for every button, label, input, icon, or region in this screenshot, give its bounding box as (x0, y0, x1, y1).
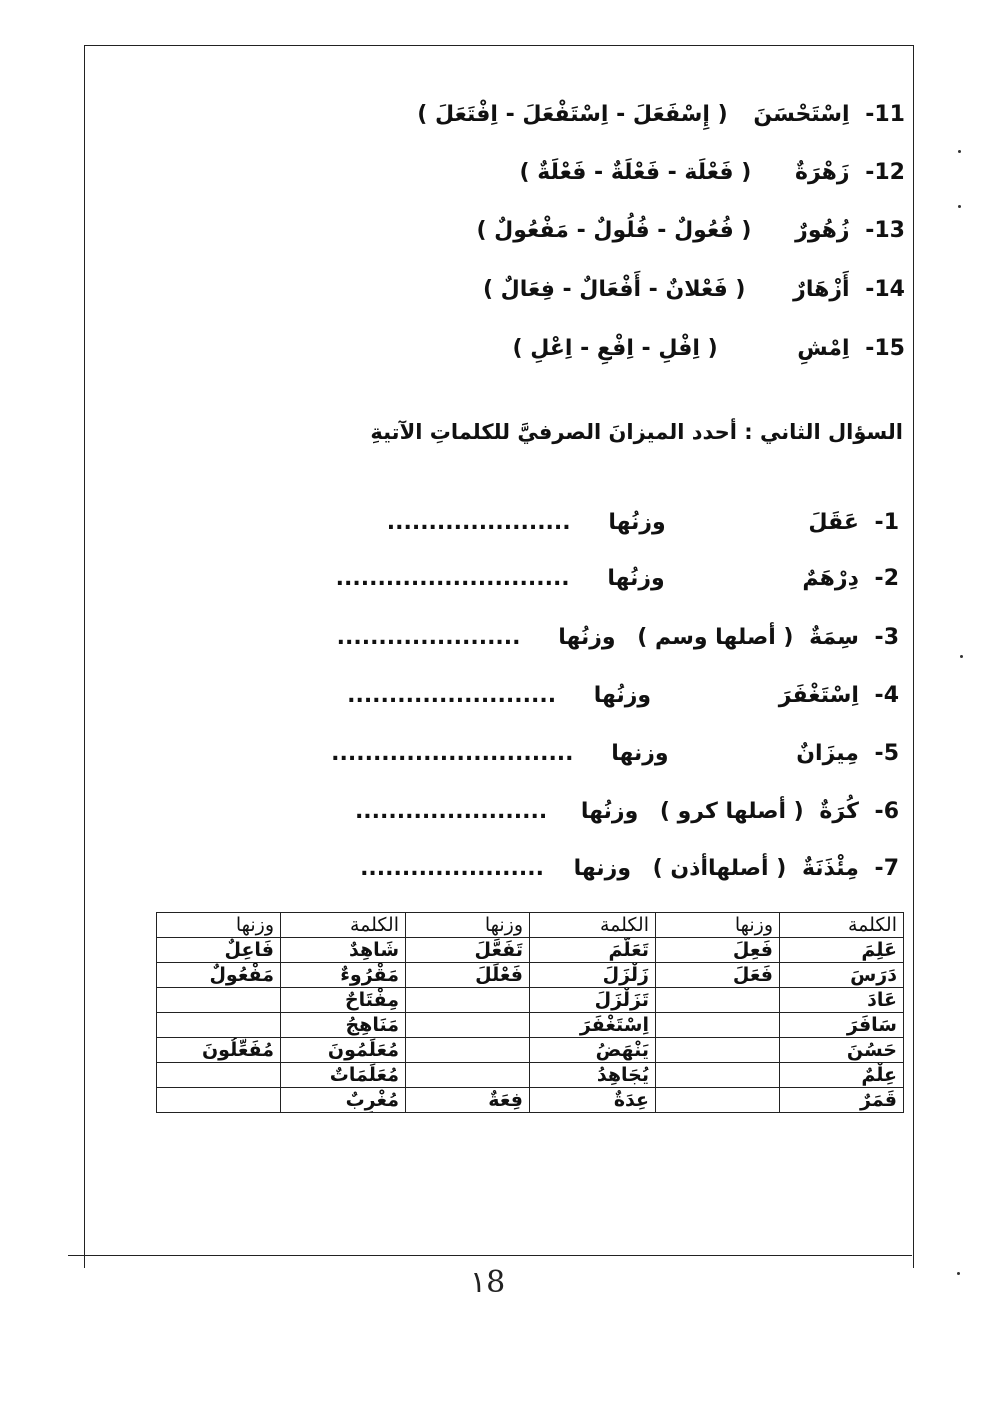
table-row (157, 938, 904, 963)
header-cell: الكلمة (281, 913, 406, 938)
item-options: ( اِفْلِ - اِفْعِ - اِعْلِ ) (512, 336, 718, 361)
answer-blank: ......................... (347, 683, 557, 708)
word-cell: عَادَ (780, 988, 904, 1013)
item-number: 14- (865, 277, 905, 302)
item-options: ( فَعْلانٌ - أَفْعَالٌ - فِعَالٌ ) (482, 277, 746, 302)
wazn-cell (406, 1063, 530, 1088)
item-number: 13- (865, 218, 905, 243)
wazn-cell: مُفَعِّلُونَ (157, 1038, 281, 1063)
item-word: سِمَةٌ (809, 625, 859, 650)
q2-item-4 (347, 683, 899, 708)
wazn-cell (406, 1013, 530, 1038)
wazn-label: وزنُها (607, 566, 665, 591)
q1-item-13 (476, 218, 905, 243)
wazn-cell: تَفَعَّلَ (406, 938, 530, 963)
q2-item-1 (387, 510, 899, 535)
word-cell: مُغْرِبٌ (281, 1088, 406, 1113)
item-options: ( إِسْفَعَلَ - اِسْتَفْعَلَ - اِفْتَعَلَ ) (417, 102, 728, 127)
word-cell: مُعَلِّمُونَ (281, 1038, 406, 1063)
answer-blank: ...................... (360, 856, 544, 881)
word-cell: شَاهِدٌ (281, 938, 406, 963)
wazn-cell: فِعَةٌ (406, 1088, 530, 1113)
item-number: 1- (874, 510, 899, 535)
item-word: زُهُورٌ (795, 218, 850, 243)
item-note: ( أصلها كرو ) (659, 799, 804, 824)
item-options: ( فَعْلَة - فَعْلَةٌ - فَعْلَةٌ ) (519, 160, 752, 185)
word-cell: يَنْهَضُ (530, 1038, 656, 1063)
wazn-label: وزنها (573, 856, 631, 881)
wazn-table (156, 912, 904, 1113)
item-number: 11- (865, 102, 905, 127)
wazn-label: وزنُها (558, 625, 616, 650)
wazn-cell: فَعَلَ (656, 963, 780, 988)
item-word: مِئْذَنَةٌ (801, 856, 859, 881)
word-cell: مِفْتَاحٌ (281, 988, 406, 1013)
word-cell: سَافَرَ (780, 1013, 904, 1038)
q1-item-12 (520, 160, 905, 185)
answer-blank: ...................... (336, 625, 521, 650)
item-word: اِمْشِ (797, 336, 850, 361)
q2-item-2 (336, 566, 899, 591)
item-options: ( فُعُولٌ - فُلُولٌ - مَفْعُولٌ ) (476, 218, 752, 243)
item-word: اِسْتَحْسَنَ (753, 102, 850, 127)
q1-item-14 (483, 277, 905, 302)
header-cell: الكلمة (780, 913, 904, 938)
scan-speck (957, 1272, 960, 1275)
item-word: عَقَلَ (808, 510, 859, 535)
item-word: كُرَةٌ (819, 799, 859, 824)
wazn-cell (406, 988, 530, 1013)
word-cell: مَنَاهِجُ (281, 1013, 406, 1038)
item-word: اِسْتَغْفَرَ (778, 683, 859, 708)
item-number: 6- (874, 799, 899, 824)
table-row (157, 988, 904, 1013)
word-cell: زَلْزَلَ (530, 963, 656, 988)
wazn-cell (656, 988, 780, 1013)
table-row (157, 1013, 904, 1038)
item-number: 3- (874, 625, 899, 650)
answer-blank: ............................ (335, 566, 570, 591)
page-border-bottom (68, 1255, 912, 1256)
item-note: ( أصلها وسم ) (637, 625, 794, 650)
wazn-cell (157, 988, 281, 1013)
word-cell: عِدَةٌ (530, 1088, 656, 1113)
wazn-cell (157, 1088, 281, 1113)
word-cell: قَمَرٌ (780, 1088, 904, 1113)
q2-item-5 (331, 741, 899, 766)
answer-blank: ............................. (331, 741, 574, 766)
wazn-cell (406, 1038, 530, 1063)
item-word: زَهْرَةٌ (794, 160, 850, 185)
q1-item-15 (513, 336, 905, 361)
word-cell: دَرَسَ (780, 963, 904, 988)
wazn-cell (656, 1063, 780, 1088)
header-cell: الكلمة (530, 913, 656, 938)
answer-blank: ....................... (354, 799, 548, 824)
word-cell: يُجَاهِدُ (530, 1063, 656, 1088)
wazn-label: وزنها (611, 741, 669, 766)
word-cell: عِلْمٌ (780, 1063, 904, 1088)
wazn-cell (656, 1088, 780, 1113)
word-cell: تَزَلْزَلَ (530, 988, 656, 1013)
item-word: دِرْهَمٌ (802, 566, 859, 591)
header-cell: وزنها (157, 913, 281, 938)
item-number: 2- (874, 566, 899, 591)
answer-blank: ...................... (386, 510, 571, 535)
q2-item-6 (355, 799, 899, 824)
wazn-cell (157, 1013, 281, 1038)
item-number: 12- (865, 160, 905, 185)
wazn-cell (656, 1038, 780, 1063)
item-note: ( أصلهاأذن ) (652, 856, 787, 881)
word-cell: مَقْرُوءٌ (281, 963, 406, 988)
table-row (157, 1088, 904, 1113)
page-number: ١8 (470, 1265, 506, 1300)
item-number: 7- (874, 856, 899, 881)
wazn-label: وزنُها (593, 683, 652, 708)
word-cell: عَلِمَ (780, 938, 904, 963)
wazn-table-body (157, 913, 904, 1113)
table-row (157, 1063, 904, 1088)
wazn-label: وزنُها (580, 799, 639, 824)
word-cell: تَعَلَّمَ (530, 938, 656, 963)
item-word: أَزْهَارٌ (793, 277, 850, 302)
wazn-cell (157, 1063, 281, 1088)
header-cell: وزنها (406, 913, 530, 938)
q2-item-3 (337, 625, 899, 650)
q2-item-7 (360, 856, 899, 881)
wazn-cell: فَعِلَ (656, 938, 780, 963)
header-cell: وزنها (656, 913, 780, 938)
scan-speck (958, 150, 961, 153)
wazn-cell: مَفْعُولٌ (157, 963, 281, 988)
item-number: 5- (874, 741, 899, 766)
q1-item-11 (417, 102, 905, 127)
scan-speck (960, 655, 963, 658)
wazn-cell: فَعْلَلَ (406, 963, 530, 988)
wazn-label: وزنُها (608, 510, 666, 535)
wazn-cell: فَاعِلٌ (157, 938, 281, 963)
word-cell: حَسُنَ (780, 1038, 904, 1063)
wazn-cell (656, 1013, 780, 1038)
word-cell: اِسْتَغْفَرَ (530, 1013, 656, 1038)
item-number: 15- (865, 336, 905, 361)
table-header-row (157, 913, 904, 938)
item-number: 4- (874, 683, 899, 708)
table-row (157, 963, 904, 988)
table-row (157, 1038, 904, 1063)
q2-title: السؤال الثاني : أحدد الميزانَ الصرفيَّ للكلماتِ الآتيةِ (370, 420, 903, 444)
scan-speck (958, 205, 961, 208)
word-cell: مُعَلِّمَاتٌ (281, 1063, 406, 1088)
item-word: مِيزَانٌ (796, 741, 859, 766)
